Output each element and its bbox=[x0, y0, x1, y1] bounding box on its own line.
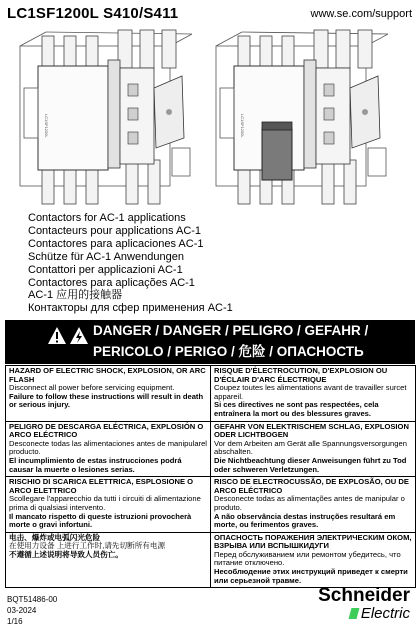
title-pt: Contactores para aplicações AC-1 bbox=[28, 276, 195, 289]
title-es: Contactores para aplicaciones AC-1 bbox=[28, 237, 204, 250]
safety-warnings-table bbox=[5, 365, 416, 588]
warning-fr: RISQUE D'ÉLECTROCUTION, D'EXPLOSION OU D'ÉCLAIR D'ARC ÉLECTRIQUE Coupez toutes les alimentations avant de travailler surcet appareil. Si ces directives ne sont pas respectées, cela entraînera la mort ou des blessures graves. bbox=[211, 366, 416, 422]
application-titles bbox=[28, 212, 233, 315]
doc-number: BQT51486-00 bbox=[7, 595, 58, 604]
brand-mark-icon bbox=[348, 608, 359, 619]
title-fr: Contacteurs pour applications AC-1 bbox=[28, 224, 202, 237]
title-it: Contattori per applicazioni AC-1 bbox=[28, 263, 183, 276]
danger-banner bbox=[5, 320, 415, 364]
device-label-left: LC1SF1200L bbox=[44, 114, 49, 138]
warning-pt: RISCO DE ELECTROCUSSÃO, DE EXPLOSÃO, OU DE ARCO ELÉCTRICO Desconecte todas as alimentações antes de manipular o produto. A não observância destas instruções resultará em morte, ou ferimentos graves. bbox=[211, 477, 416, 533]
brand-sub: Electric bbox=[360, 605, 410, 622]
warning-ru: ОПАСНОСТЬ ПОРАЖЕНИЯ ЭЛЕКТРИЧЕСКИМ ОКОМ, ВЗРЫВА ИЛИ ВСПЫШКИДУГИ Перед обслуживанием или ремонтом убедитесь, что питание отключено. Несоблюдение этих инструкций приведет к смерти или серьезной травме. bbox=[211, 532, 416, 588]
warning-de: GEFAHR VON ELEKTRISCHEM SCHLAG, EXPLOSION ODER LICHTBOGEN Vor dem Arbeiten am Gerät alle Spannungsversorgungen abschalten. Die Nichtbeachtung dieser Anweisungen führt zu Tod oder schweren Verletzungen. bbox=[211, 421, 416, 477]
warning-en: HAZARD OF ELECTRIC SHOCK, EXPLOSION, OR ARC FLASH Disconnect all power before servicing equipment. Failure to follow these instructions will result in death or serious injury. bbox=[6, 366, 211, 422]
warning-zh: 电击、爆炸或电弧闪光危险 在使用力设备 上进行工作时,请先切断所有电源 不遵循上述说明将导致人员伤亡。 bbox=[6, 532, 211, 588]
danger-heading-line2: PERICOLO / PERIGO / 危险 / ОПАСНОСТЬ bbox=[93, 344, 364, 359]
warning-it: RISCHIO DI SCARICA ELETTRICA, ESPLOSIONE O ARCO ELETTRICO Scollegare l'apparecchio da tutti i circuiti di alimentazione prima di qualsiasi intervento. Il mancato rispetto di queste istruzioni provocherà morte o gravi infortuni. bbox=[6, 477, 211, 533]
schneider-logo bbox=[318, 586, 410, 621]
title-de: Schütze für AC-1 Anwendungen bbox=[28, 250, 184, 263]
product-illustration bbox=[0, 24, 420, 210]
brand-name: Schneider bbox=[318, 585, 410, 606]
warning-triangle-icon bbox=[48, 327, 66, 344]
document-title: LC1SF1200L S410/S411 bbox=[7, 5, 179, 22]
support-url[interactable]: www.se.com/support bbox=[310, 8, 412, 20]
electric-hazard-icon bbox=[70, 327, 88, 344]
page-number: 1/16 bbox=[7, 617, 23, 626]
device-label-right: LC1SF1200L bbox=[240, 114, 245, 138]
warning-es: PELIGRO DE DESCARGA ELÉCTRICA, EXPLOSIÓN O ARCO ELÉCTRICO Desconecte todas las alimentaciones antes de manipularel producto. El incumplimiento de estas instrucciones podrá causar la muerte o lesiones serias. bbox=[6, 421, 211, 477]
doc-date: 03-2024 bbox=[7, 606, 37, 615]
title-zh: AC-1 应用的接触器 bbox=[28, 289, 123, 302]
title-ru: Контакторы для сфер применения AC-1 bbox=[28, 302, 233, 315]
warning-icons bbox=[47, 326, 91, 346]
document-footer bbox=[7, 594, 57, 627]
title-en: Contactors for AC-1 applications bbox=[28, 212, 186, 224]
danger-heading-line1: DANGER / DANGER / PELIGRO / GEFAHR / bbox=[93, 323, 369, 338]
